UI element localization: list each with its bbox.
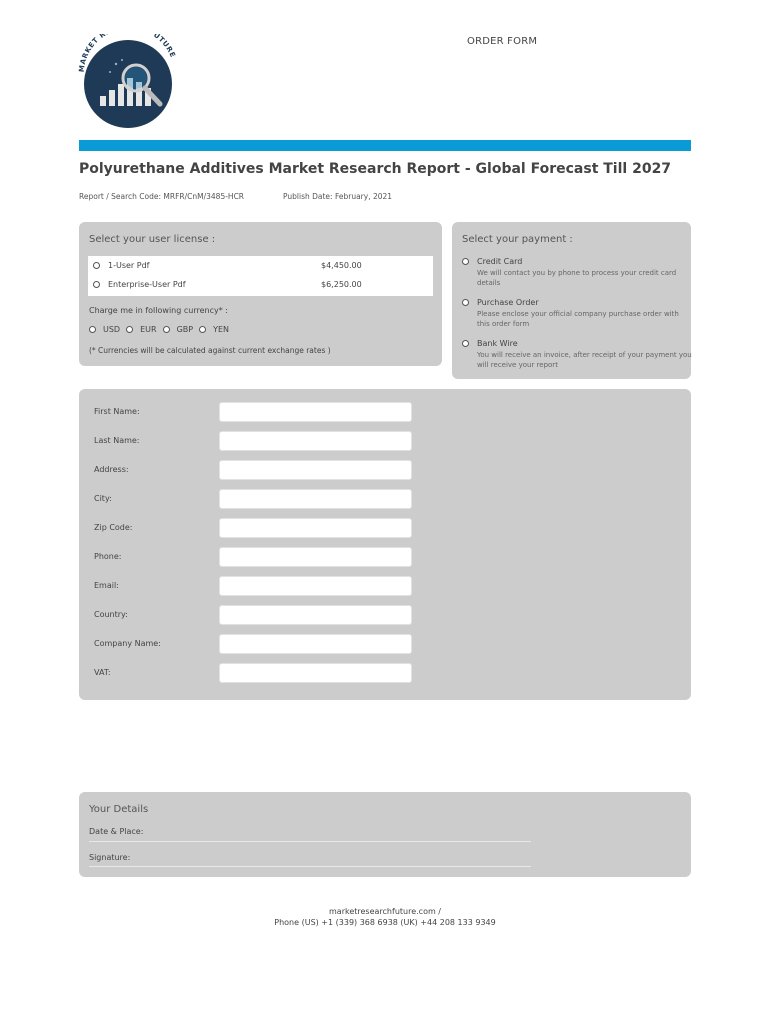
footer-website[interactable]: marketresearchfuture.com / <box>329 907 441 916</box>
address-row <box>94 460 414 481</box>
field-label: Address: <box>94 465 129 474</box>
zip-code-row <box>94 518 414 539</box>
payment-description: You will receive an invoice, after receipt of your payment you will receive your report <box>477 351 692 369</box>
currency-option-eur[interactable] <box>126 325 156 334</box>
payment-name: Credit Card <box>477 257 523 266</box>
currency-label-usd: USD <box>103 325 121 334</box>
your-details-heading: Your Details <box>89 804 149 815</box>
city-field[interactable] <box>219 489 412 509</box>
last-name-field[interactable] <box>219 431 412 451</box>
address-field[interactable] <box>219 460 412 480</box>
currency-radio-gbp[interactable] <box>163 326 170 333</box>
date-place-label: Date & Place: <box>89 827 144 836</box>
currency-label-eur: EUR <box>140 325 157 334</box>
license-panel <box>79 222 442 366</box>
vat-row <box>94 663 414 684</box>
logo-text: MARKET R UTURE <box>78 34 177 73</box>
payment-heading: Select your payment : <box>462 234 573 245</box>
payment-description: We will contact you by phone to process your credit card details <box>477 269 677 287</box>
field-label: VAT: <box>94 668 111 677</box>
license-option-single-user[interactable] <box>88 256 433 276</box>
license-options <box>88 256 433 296</box>
payment-name: Purchase Order <box>477 298 539 307</box>
zip-code-field[interactable] <box>219 518 412 538</box>
currency-option-usd[interactable] <box>89 325 120 334</box>
company-name-row <box>94 634 414 655</box>
phone-row <box>94 547 414 568</box>
your-details-panel <box>79 792 691 877</box>
currency-radio-usd[interactable] <box>89 326 96 333</box>
field-label: City: <box>94 494 112 503</box>
phone-field[interactable] <box>219 547 412 567</box>
license-price: $6,250.00 <box>321 280 362 289</box>
field-label: Company Name: <box>94 639 161 648</box>
payment-description: Please enclose your official company purchase order with this order form <box>477 310 679 328</box>
vat-field[interactable] <box>219 663 412 683</box>
publish-date: Publish Date: February, 2021 <box>283 192 393 201</box>
report-code: Report / Search Code: MRFR/CnM/3485-HCR <box>79 192 245 201</box>
country-row <box>94 605 414 626</box>
field-label: Phone: <box>94 552 122 561</box>
payment-name: Bank Wire <box>477 339 518 348</box>
report-title: Polyurethane Additives Market Research Report - Global Forecast Till 2027 <box>79 161 672 177</box>
signature-label: Signature: <box>89 853 131 862</box>
field-label: Email: <box>94 581 119 590</box>
license-radio-single-user[interactable] <box>93 262 100 269</box>
header-accent-bar <box>79 140 691 151</box>
currency-options <box>89 325 235 334</box>
footer-phone: Phone (US) +1 (339) 368 6938 (UK) +44 208 133 9349 <box>274 918 496 927</box>
field-label: Last Name: <box>94 436 140 445</box>
company-name-field[interactable] <box>219 634 412 654</box>
license-heading: Select your user license : <box>89 234 216 245</box>
email-row <box>94 576 414 597</box>
license-radio-enterprise[interactable] <box>93 281 100 288</box>
payment-radio-credit-card[interactable] <box>462 258 469 265</box>
currency-label-yen: YEN <box>213 325 230 334</box>
field-label: Country: <box>94 610 128 619</box>
date-place-line[interactable] <box>89 841 531 842</box>
license-price: $4,450.00 <box>321 261 362 270</box>
email-field[interactable] <box>219 576 412 596</box>
currency-radio-yen[interactable] <box>199 326 206 333</box>
order-form-label: ORDER FORM <box>467 36 538 47</box>
currency-note: (* Currencies will be calculated against current exchange rates ) <box>89 346 331 355</box>
currency-label: Charge me in following currency* : <box>89 306 228 315</box>
signature-line[interactable] <box>89 866 531 867</box>
currency-radio-eur[interactable] <box>126 326 133 333</box>
currency-option-gbp[interactable] <box>163 325 194 334</box>
currency-option-yen[interactable] <box>199 325 229 334</box>
payment-panel <box>452 222 691 379</box>
license-name: Enterprise-User Pdf <box>108 280 186 289</box>
first-name-row <box>94 402 414 423</box>
license-name: 1-User Pdf <box>108 261 150 270</box>
license-option-enterprise[interactable] <box>88 275 433 295</box>
payment-radio-purchase-order[interactable] <box>462 299 469 306</box>
city-row <box>94 489 414 510</box>
first-name-field[interactable] <box>219 402 412 422</box>
field-label: Zip Code: <box>94 523 133 532</box>
customer-details-panel <box>79 389 691 700</box>
last-name-row <box>94 431 414 452</box>
field-label: First Name: <box>94 407 140 416</box>
currency-label-gbp: GBP <box>176 325 194 334</box>
company-logo <box>78 34 182 129</box>
payment-radio-bank-wire[interactable] <box>462 340 469 347</box>
country-field[interactable] <box>219 605 412 625</box>
